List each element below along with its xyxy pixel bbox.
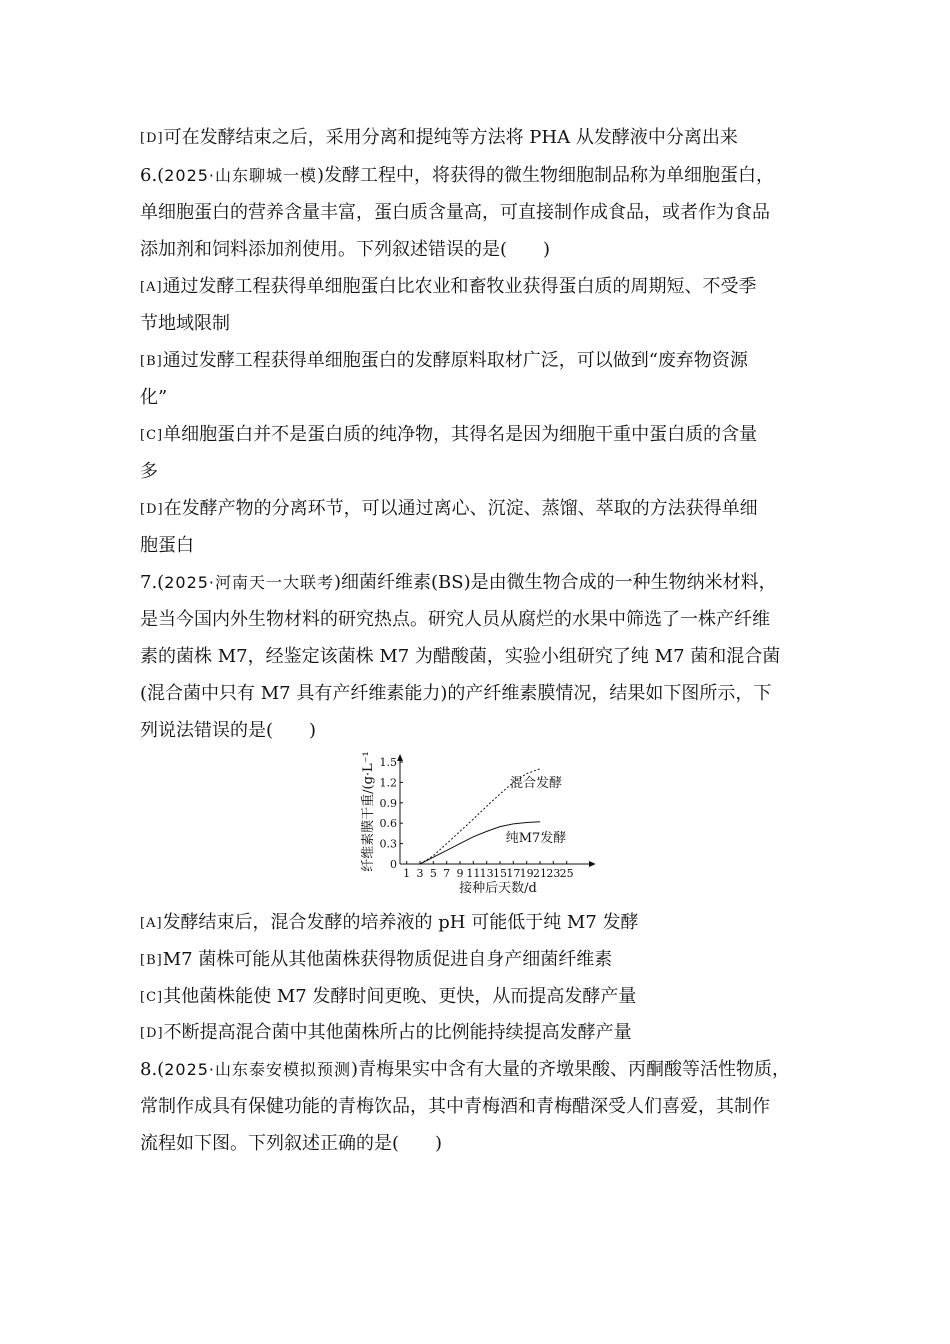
question-source: 2025·山东聊城一模 <box>164 166 318 185</box>
question-source: 2025·河南天一大联考 <box>164 573 335 592</box>
option-marker: [B] <box>140 953 163 968</box>
q5-option-d <box>140 126 820 151</box>
option-marker: [A] <box>140 916 163 931</box>
q7-stem-line-1 <box>140 571 820 595</box>
option-text: 发酵结束后，混合发酵的培养液的 pH 可能低于纯 M7 发酵 <box>162 912 639 933</box>
fermentation-chart <box>355 752 595 898</box>
q8-stem-line-3: 流程如下图。下列叙述正确的是( ) <box>140 1133 443 1154</box>
option-text: M7 菌株可能从其他菌株获得物质促进自身产细菌纤维素 <box>162 949 613 970</box>
q6-stem-line-3: 添加剂和饲料添加剂使用。下列叙述错误的是( ) <box>140 239 551 260</box>
option-text: 可在发酵结束之后，采用分离和提纯等方法将 PHA 从发酵液中分离出来 <box>163 127 738 148</box>
q6-stem-line-2: 单细胞蛋白的营养含量丰富，蛋白质含量高，可直接制作成食品，或者作为食品 <box>140 202 770 223</box>
q7-stem-line-2: 是当今国内外生物材料的研究热点。研究人员从腐烂的水果中筛选了一株产纤维 <box>140 609 770 630</box>
q7-option-b <box>140 948 820 973</box>
option-text: 其他菌株能使 M7 发酵时间更晚、更快，从而提高发酵产量 <box>163 986 637 1007</box>
q6-option-c <box>140 423 820 448</box>
q6-option-d <box>140 497 820 522</box>
x-tick-label: 11 <box>466 867 481 880</box>
y-tick-label: 0.6 <box>379 817 397 831</box>
q6-stem-line-1 <box>140 164 820 188</box>
q6-option-c-cont: 多 <box>140 461 158 482</box>
x-axis-arrow <box>589 861 595 867</box>
option-marker: [D] <box>140 1026 164 1041</box>
option-text: 单细胞蛋白并不是蛋白质的纯净物，其得名是因为细胞干重中蛋白质的含量 <box>163 424 758 445</box>
option-text: 通过发酵工程获得单细胞蛋白的发酵原料取材广泛，可以做到“废弃物资源 <box>162 350 748 371</box>
x-tick-label: 15 <box>493 867 507 880</box>
x-tick-label: 3 <box>416 867 424 880</box>
x-tick-label: 13 <box>479 867 494 880</box>
option-marker: [B] <box>140 354 163 369</box>
y-tick-label: 0.3 <box>379 837 397 851</box>
x-tick-label: 7 <box>443 867 451 880</box>
x-axis-label: 接种后天数/d <box>459 881 537 896</box>
question-source: 2025·山东泰安模拟预测 <box>164 1060 352 1079</box>
x-tick-label: 9 <box>456 867 464 880</box>
option-text: 不断提高混合菌中其他菌株所占的比例能持续提高发酵产量 <box>163 1022 632 1043</box>
q6-option-d-cont: 胞蛋白 <box>140 535 194 556</box>
y-tick-label: 1.2 <box>379 776 397 790</box>
x-tick-label: 19 <box>519 867 534 880</box>
question-number: 8.( <box>140 1059 165 1080</box>
option-marker: [D] <box>140 131 164 146</box>
x-tick-label: 21 <box>533 867 547 880</box>
option-marker: [A] <box>140 280 163 295</box>
q7-stem-line-3: 素的菌株 M7，经鉴定该菌株 M7 为醋酸菌，实验小组研究了纯 M7 菌和混合菌 <box>140 646 781 667</box>
y-tick-label: 0.9 <box>379 796 397 810</box>
stem-text: )细菌纤维素(BS)是由微生物合成的一种生物纳米材料， <box>334 572 777 593</box>
q7-stem-line-5: 列说法错误的是( ) <box>140 720 317 741</box>
stem-text: )发酵工程中，将获得的微生物细胞制品称为单细胞蛋白， <box>317 165 775 186</box>
option-marker: [C] <box>140 990 164 1005</box>
y-tick-label: 1.5 <box>379 756 397 769</box>
option-marker: [D] <box>140 502 164 517</box>
question-number: 6.( <box>140 165 165 186</box>
y-axis-label: 纤维素膜干重/(g·L⁻¹) <box>361 752 376 872</box>
y-axis-arrow <box>397 754 403 761</box>
q7-stem-line-4: (混合菌中只有 M7 具有产纤维素能力)的产纤维素膜情况，结果如下图所示，下 <box>140 683 772 704</box>
option-marker: [C] <box>140 428 164 443</box>
series-label: 纯M7发酵 <box>505 830 567 846</box>
q6-option-a-cont: 节地域限制 <box>140 313 230 334</box>
series-label: 混合发酵 <box>509 775 563 791</box>
y-tick-label: 0 <box>390 858 397 871</box>
x-tick-label: 25 <box>559 867 574 880</box>
q7-option-d <box>140 1021 820 1046</box>
x-tick-label: 5 <box>429 867 437 880</box>
x-tick-label: 1 <box>403 867 411 880</box>
q8-stem-line-2: 常制作成具有保健功能的青梅饮品，其中青梅酒和青梅醋深受人们喜爱，其制作 <box>140 1096 770 1117</box>
q7-option-a <box>140 911 820 936</box>
x-tick-label: 23 <box>546 867 561 880</box>
chart-svg <box>355 752 595 898</box>
option-text: 通过发酵工程获得单细胞蛋白比农业和畜牧业获得蛋白质的周期短、不受季 <box>162 276 757 297</box>
question-number: 7.( <box>140 572 165 593</box>
q8-stem-line-1 <box>140 1058 820 1082</box>
x-tick-label: 17 <box>506 867 521 880</box>
q6-option-b <box>140 349 820 374</box>
q6-option-a <box>140 275 820 300</box>
q6-option-b-cont: 化” <box>140 387 168 408</box>
q7-option-c <box>140 985 820 1010</box>
option-text: 在发酵产物的分离环节，可以通过离心、沉淀、蒸馏、萃取的方法获得单细 <box>163 498 758 519</box>
stem-text: )青梅果实中含有大量的齐墩果酸、丙酮酸等活性物质， <box>351 1059 791 1080</box>
